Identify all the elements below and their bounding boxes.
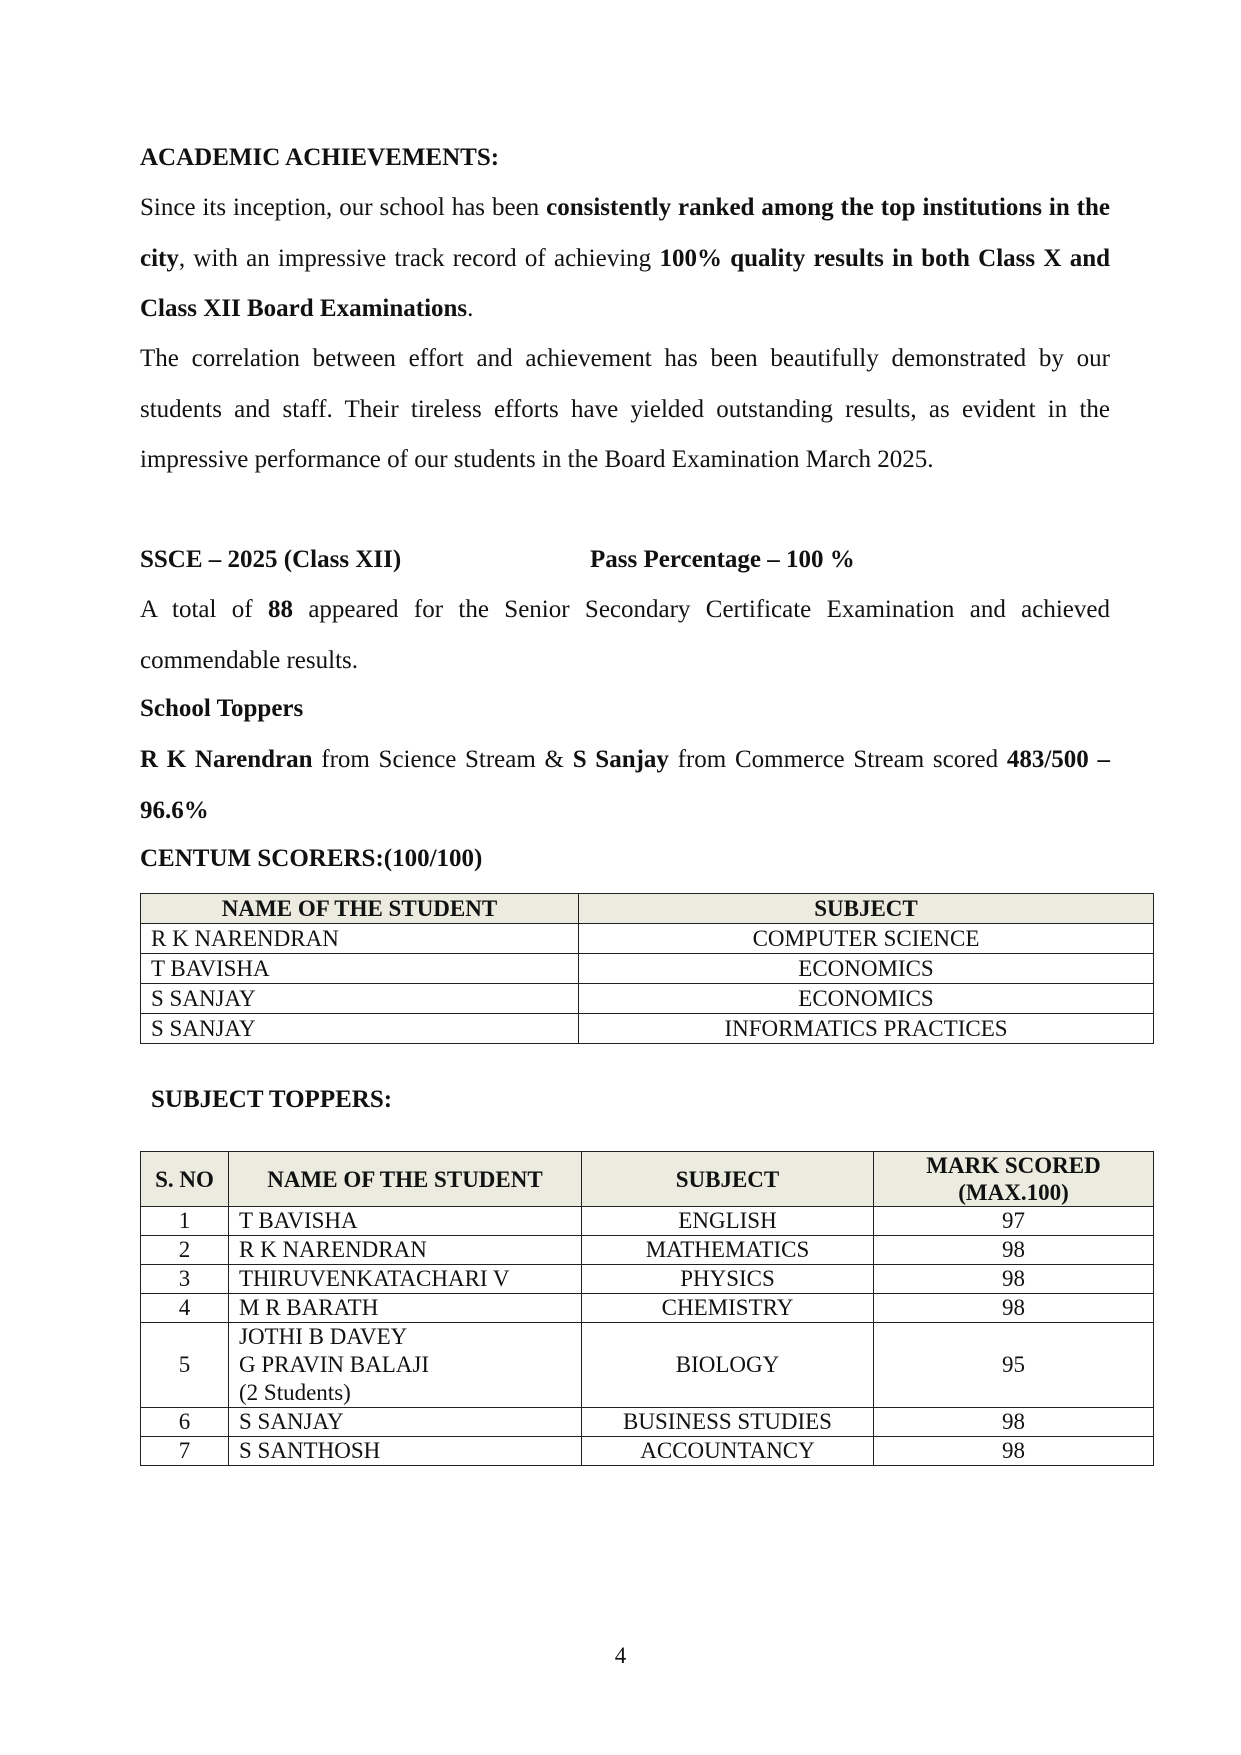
section-title: ACADEMIC ACHIEVEMENTS: xyxy=(140,144,500,171)
subject-toppers-table xyxy=(140,1151,1154,1466)
column-header-sno: S. NO xyxy=(141,1152,229,1207)
table-row xyxy=(141,984,1154,1014)
mark-scored: 97 xyxy=(874,1207,1154,1236)
subject: MATHEMATICS xyxy=(582,1236,874,1265)
table-row xyxy=(141,924,1154,954)
student-name: S SANJAY xyxy=(141,984,579,1014)
school-toppers-heading: School Toppers xyxy=(140,695,304,722)
table-row xyxy=(141,1207,1154,1236)
topper-text-2: from Commerce Stream scored xyxy=(668,746,1007,773)
subject-toppers-heading: SUBJECT TOPPERS: xyxy=(151,1086,393,1113)
subject: ECONOMICS xyxy=(579,984,1154,1014)
topper-name-2: S Sanjay xyxy=(572,746,669,773)
student-names xyxy=(229,1323,582,1408)
column-header-subject: SUBJECT xyxy=(582,1152,874,1207)
student-name: THIRUVENKATACHARI V xyxy=(229,1265,582,1294)
mark-scored: 95 xyxy=(874,1323,1154,1408)
subject: ACCOUNTANCY xyxy=(582,1437,874,1466)
serial-number: 4 xyxy=(141,1294,229,1323)
student-name: T BAVISHA xyxy=(141,954,579,984)
subject: ECONOMICS xyxy=(579,954,1154,984)
table-row xyxy=(141,1408,1154,1437)
student-name: R K NARENDRAN xyxy=(229,1236,582,1265)
student-name: R K NARENDRAN xyxy=(141,924,579,954)
serial-number: 3 xyxy=(141,1265,229,1294)
mark-header-line-2: (MAX.100) xyxy=(958,1180,1069,1205)
table-row xyxy=(141,1236,1154,1265)
appeared-text-1: A total of xyxy=(140,596,268,623)
subject: CHEMISTRY xyxy=(582,1294,874,1323)
intro-paragraph xyxy=(140,183,1110,335)
intro-bold-1: consistently ranked among the top institutions in the city xyxy=(140,194,1110,272)
school-toppers-paragraph xyxy=(140,735,1110,836)
subject: INFORMATICS PRACTICES xyxy=(579,1014,1154,1044)
centum-heading: CENTUM SCORERS:(100/100) xyxy=(140,845,483,872)
intro-text-1: Since its inception, our school has been xyxy=(140,194,547,221)
student-count-note: (2 Students) xyxy=(239,1380,351,1405)
table-header-row xyxy=(141,894,1154,924)
subject: PHYSICS xyxy=(582,1265,874,1294)
table-row xyxy=(141,1437,1154,1466)
column-header-mark xyxy=(874,1152,1154,1207)
student-name: S SANTHOSH xyxy=(229,1437,582,1466)
mark-header-line-1: MARK SCORED xyxy=(926,1153,1101,1178)
centum-table xyxy=(140,893,1154,1044)
mark-scored: 98 xyxy=(874,1437,1154,1466)
table-row xyxy=(141,1294,1154,1323)
mark-scored: 98 xyxy=(874,1408,1154,1437)
column-header-name: NAME OF THE STUDENT xyxy=(229,1152,582,1207)
appeared-count: 88 xyxy=(267,596,293,623)
pass-percentage: Pass Percentage – 100 % xyxy=(590,546,855,573)
student-name: JOTHI B DAVEY xyxy=(239,1324,408,1349)
column-header-name: NAME OF THE STUDENT xyxy=(141,894,579,924)
student-name: S SANJAY xyxy=(229,1408,582,1437)
topper-text-1: from Science Stream & xyxy=(312,746,573,773)
serial-number: 6 xyxy=(141,1408,229,1437)
table-header-row xyxy=(141,1152,1154,1207)
student-name: S SANJAY xyxy=(141,1014,579,1044)
serial-number: 2 xyxy=(141,1236,229,1265)
topper-name-1: R K Narendran xyxy=(140,746,313,773)
ssce-label: SSCE – 2025 (Class XII) xyxy=(140,546,402,573)
subject: BIOLOGY xyxy=(582,1323,874,1408)
table-row xyxy=(141,1014,1154,1044)
table-row xyxy=(141,1265,1154,1294)
topper-score: 483/500 – 96.6% xyxy=(140,746,1110,824)
column-header-subject: SUBJECT xyxy=(579,894,1154,924)
subject: ENGLISH xyxy=(582,1207,874,1236)
mark-scored: 98 xyxy=(874,1294,1154,1323)
mark-scored: 98 xyxy=(874,1265,1154,1294)
page-number: 4 xyxy=(614,1643,627,1668)
intro-text-2: , with an impressive track record of achieving xyxy=(178,244,660,272)
serial-number: 5 xyxy=(141,1323,229,1408)
serial-number: 7 xyxy=(141,1437,229,1466)
table-row xyxy=(141,1323,1154,1408)
student-name: M R BARATH xyxy=(229,1294,582,1323)
subject: COMPUTER SCIENCE xyxy=(579,924,1154,954)
ssce-result-row xyxy=(140,540,855,580)
student-name: G PRAVIN BALAJI xyxy=(239,1352,429,1377)
mark-scored: 98 xyxy=(874,1236,1154,1265)
intro-text-3: . xyxy=(467,295,474,322)
appeared-paragraph xyxy=(140,585,1110,686)
subject: BUSINESS STUDIES xyxy=(582,1408,874,1437)
serial-number: 1 xyxy=(141,1207,229,1236)
student-name: T BAVISHA xyxy=(229,1207,582,1236)
intro-bold-2: 100% quality results in both Class X and Class XII Board Examinations xyxy=(140,244,1111,322)
performance-paragraph: The correlation between effort and achievement has been beautifully demonstrated by our students and staff. Their tireless efforts have yielded outstanding results, as evident in the impressive performance of our students in the Board Examination March 2025. xyxy=(140,345,1110,473)
appeared-text-2: appeared for the Senior Secondary Certificate Examination and achieved commendable results. xyxy=(140,596,1110,674)
table-row xyxy=(141,954,1154,984)
